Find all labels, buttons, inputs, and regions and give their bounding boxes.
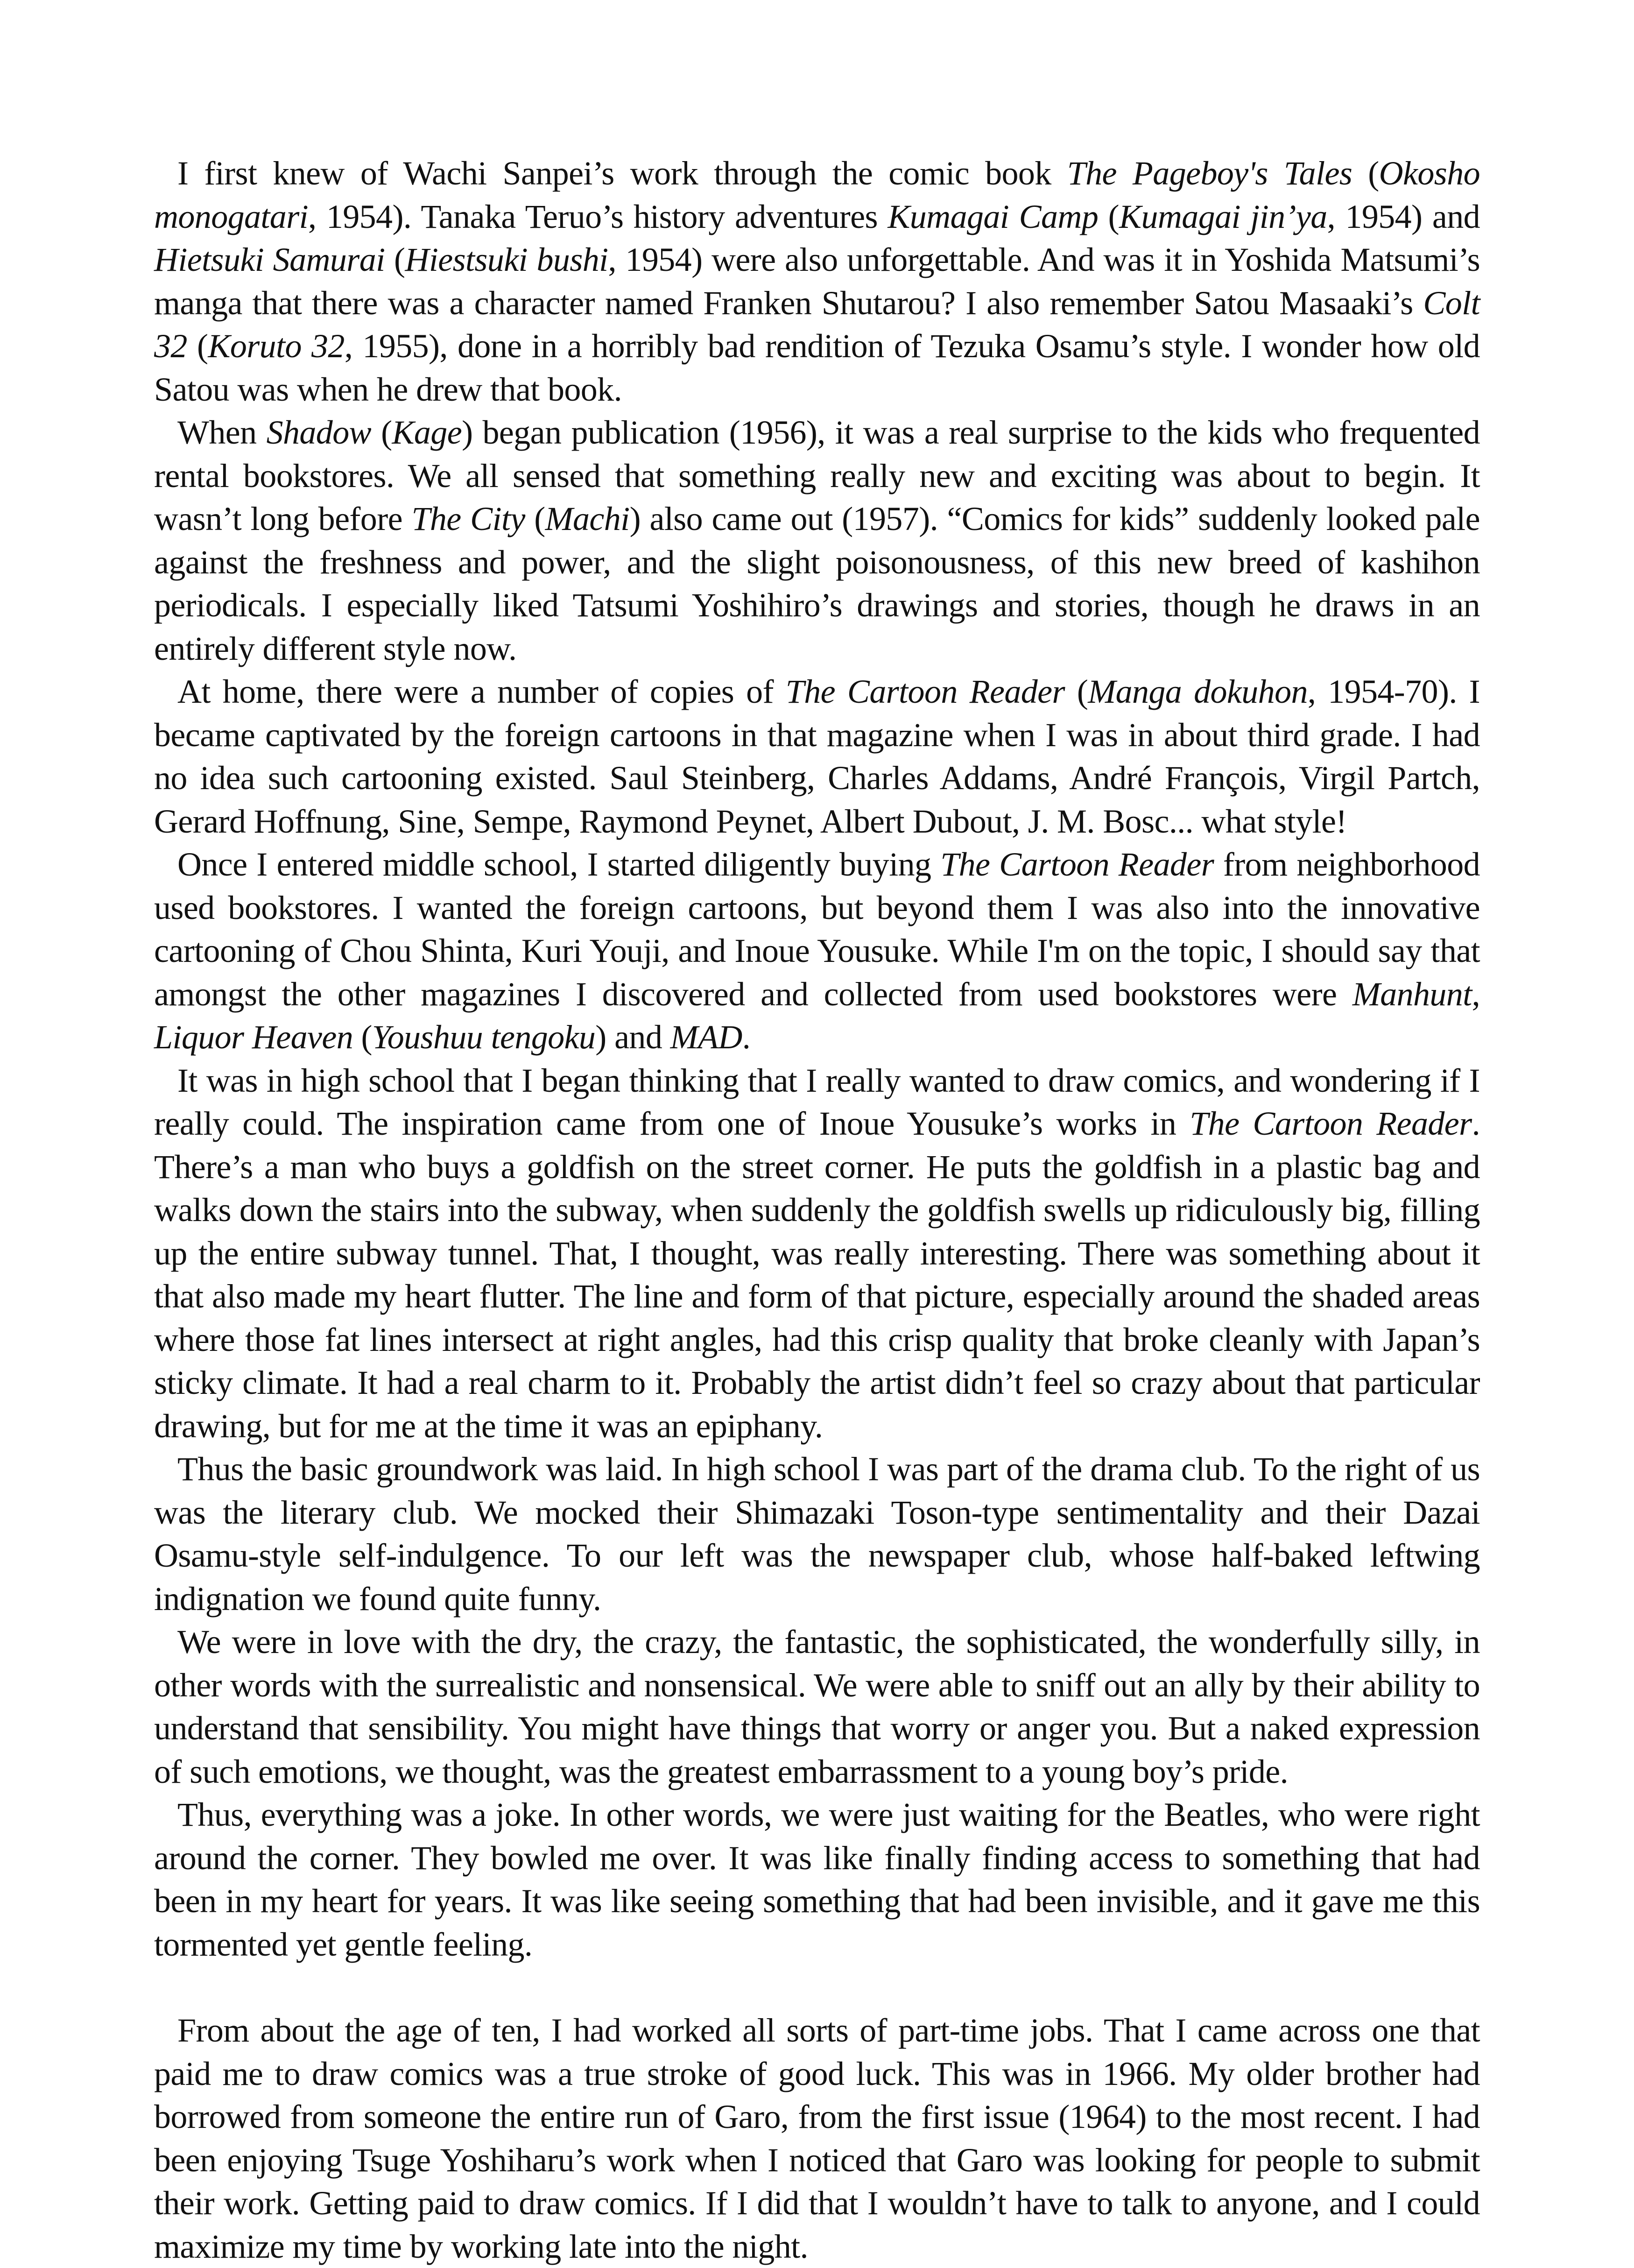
italic-title-text: Okosho monogatari [154,155,1480,235]
italic-title-text: Koruto 32 [208,327,345,365]
paragraph-text: ) also came out (1957). “Comics for kids” suddenly looked pale against the freshness and power, and the slight poisonousness, of this new breed of kashihon periodicals. I especially liked Tatsumi Yoshihiro’s drawings and stories, though he draws in an entirely different style now. [154,500,1480,667]
paragraph-text: Thus, everything was a joke. In other words, we were just waiting for the Beatles, who were right around the corner. They bowled me over. It was like finally finding access to something that had been in my heart for years. It was like seeing something that had been invisible, and it gave me this tormented yet gentle feeling. [154,1796,1480,1963]
italic-title-text: The Cartoon Reader [940,846,1214,883]
italic-title-text: Machi [545,500,630,537]
paragraph [154,152,1480,411]
italic-title-text: Manhunt [1352,975,1472,1013]
paragraph-text: We were in love with the dry, the crazy, the fantastic, the sophisticated, the wonderfully silly, in other words with the surrealistic and nonsensical. We were able to sniff out an ally by their ability to understand that sensibility. You might have things that worry or anger you. But a naked expression of such emotions, we thought, was the greatest embarrassment to a young boy’s pride. [154,1623,1480,1790]
document-body [154,152,1480,2268]
paragraph-text: Thus the basic groundwork was laid. In high school I was part of the drama club. To the right of us was the literary club. We mocked their Shimazaki Toson-type sentimentality and their Dazai Osamu-style self-indulgence. To our left was the newspaper club, whose half-baked leftwing indignation we found quite funny. [154,1450,1480,1618]
paragraph [154,1059,1480,1448]
paragraph-text: ( [353,1018,372,1056]
paragraph-text: From about the age of ten, I had worked all sorts of part-time jobs. That I came across one that paid me to draw comics was a true stroke of good luck. This was in 1966. My older brother had borrowed from someone the entire run of Garo, from the first issue (1964) to the most recent. I had been enjoying Tsuge Yoshiharu’s work when I noticed that Garo was looking for people to submit their work. Getting paid to draw comics. If I did that I wouldn’t have to talk to anyone, and I could maximize my time by working late into the night. [154,2012,1480,2265]
paragraph-text: It was in high school that I began thinking that I really wanted to draw comics, and wondering if I really could. The inspiration came from one of Inoue Yousuke’s works in [154,1061,1480,1142]
italic-title-text: Hiestsuki bushi [405,241,608,278]
paragraph-text: ( [1098,198,1120,235]
italic-title-text: MAD [670,1018,742,1056]
paragraph-text: . [742,1018,751,1056]
paragraph-text: . There’s a man who buys a goldfish on the street corner. He puts the goldfish in a plastic bag and walks down the stairs into the subway, when suddenly the goldfish swells up ridiculously big, filling up the entire subway tunnel. That, I thought, was really interesting. There was something about it that also made my heart flutter. The line and form of that picture, especially around the shaded areas where those fat lines intersect at right angles, had this crisp quality that broke cleanly with Japan’s sticky climate. It had a real charm to it. Probably the artist didn’t feel so crazy about that particular drawing, but for me at the time it was an epiphany. [154,1105,1480,1445]
italic-title-text: Manga dokuhon [1088,673,1308,710]
paragraph-text: ( [385,241,405,278]
italic-title-text: Colt 32 [154,284,1480,365]
italic-title-text: Kumagai Camp [887,198,1099,235]
paragraph-text: , 1954). Tanaka Teruo’s history adventures [308,198,888,235]
paragraph [154,670,1480,843]
paragraph-text: , [1472,975,1480,1013]
italic-title-text: The Cartoon Reader [1190,1105,1472,1142]
paragraph-text: ( [1352,155,1379,192]
italic-title-text: The Pageboy's Tales [1067,155,1352,192]
paragraph [154,1448,1480,1620]
italic-title-text: Shadow [266,414,372,451]
paragraph-text: ) began publication (1956), it was a real surprise to the kids who frequented rental bookstores. We all sensed that something really new and exciting was about to begin. It wasn’t long before [154,414,1480,537]
italic-title-text: Kage [392,414,462,451]
italic-title-text: The Cartoon Reader [785,673,1065,710]
paragraph-text: ( [187,327,208,365]
paragraph-text: At home, there were a number of copies of [177,673,786,710]
paragraph [154,1793,1480,1966]
paragraph-text: ( [371,414,392,451]
paragraph-text: , 1955), done in a horribly bad rendition of Tezuka Osamu’s style. I wonder how old Satou was when he drew that book. [154,327,1480,408]
italic-title-text: Youshuu tengoku [372,1018,596,1056]
paragraph-text: ( [1064,673,1088,710]
paragraph-text: , 1954) and [1327,198,1480,235]
paragraph-text: ( [525,500,545,537]
italic-title-text: Liquor Heaven [154,1018,353,1056]
paragraph [154,411,1480,670]
paragraph-text: Once I entered middle school, I started diligently buying [177,846,941,883]
paragraph [154,843,1480,1059]
paragraph-text: from neighborhood used bookstores. I wanted the foreign cartoons, but beyond them I was also into the innovative cartooning of Chou Shinta, Kuri Youji, and Inoue Yousuke. While I'm on the topic, I should say that amongst the other magazines I discovered and collected from used bookstores were [154,846,1480,1013]
italic-title-text: The City [411,500,525,537]
paragraph-text: , 1954) were also unforgettable. And was it in Yoshida Matsumi’s manga that there was a character named Franken Shutarou? I also remember Satou Masaaki’s [154,241,1480,322]
paragraph [154,2009,1480,2268]
paragraph-text: I first knew of Wachi Sanpei’s work through the comic book [177,155,1067,192]
paragraph-text: When [177,414,267,451]
paragraph-text: ) and [595,1018,670,1056]
paragraph [154,1620,1480,1793]
italic-title-text: Kumagai jin’ya [1119,198,1327,235]
italic-title-text: Hietsuki Samurai [154,241,385,278]
paragraph-text: , 1954-70). I became captivated by the foreign cartoons in that magazine when I was in about third grade. I had no idea such cartooning existed. Saul Steinberg, Charles Addams, André François, Virgil Partch, Gerard Hoffnung, Sine, Sempe, Raymond Peynet, Albert Dubout, J. M. Bosc... what style! [154,673,1480,840]
